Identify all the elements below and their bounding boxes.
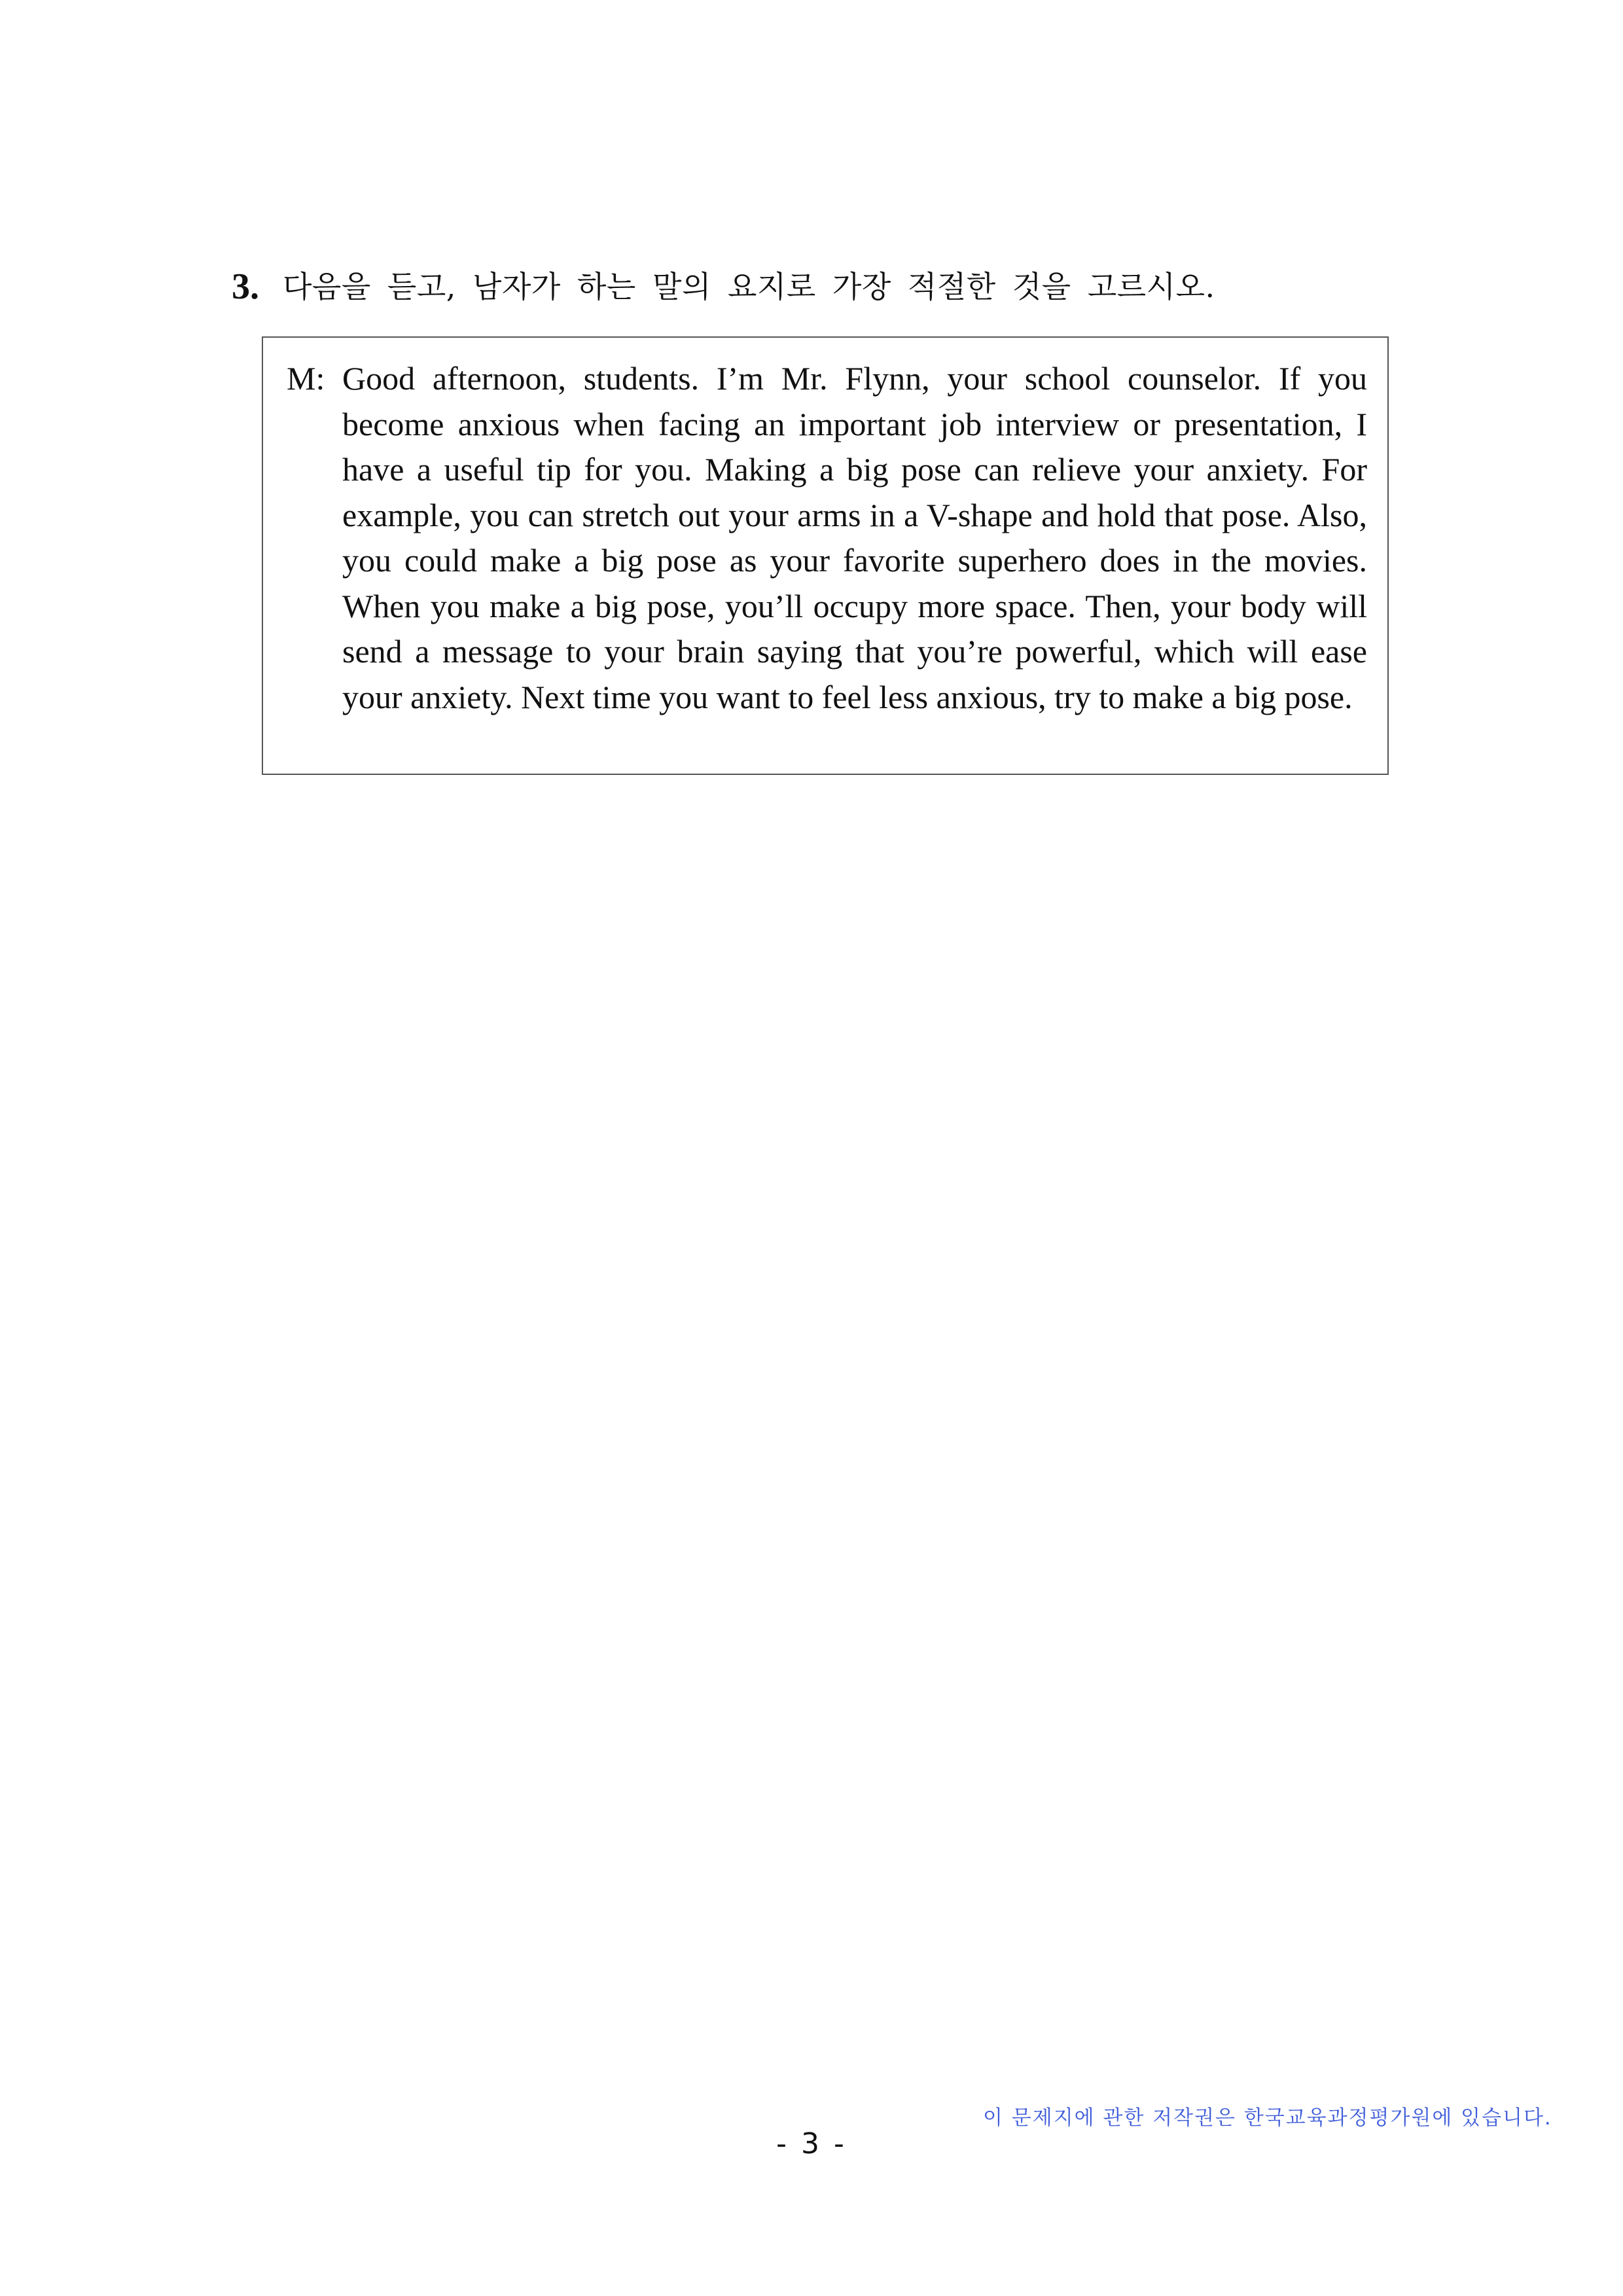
- question-prompt: 다음을 듣고, 남자가 하는 말의 요지로 가장 적절한 것을 고르시오.: [283, 269, 1215, 304]
- page-number: - 3 -: [776, 2127, 847, 2161]
- listening-script-box: [262, 336, 1389, 775]
- question-header: [232, 260, 1410, 313]
- script-text: Good afternoon, students. I’m Mr. Flynn, your school counselor. If you become anxious when facing an important job interview or presentation, I have a useful tip for you. Making a big pose can relieve your anxiety. For example, you can stretch out your arms in a V-shape and hold that pose. Also, you could make a big pose as your favorite superhero does in the movies. When you make a big pose, you’ll occupy more space. Then, your body will send a message to your brain saying that you’re powerful, which will ease your anxiety. Next time you want to feel less anxious, try to make a big pose.: [342, 360, 1367, 715]
- speaker-label: M:: [287, 360, 325, 397]
- copyright-notice: 이 문제지에 관한 저작권은 한국교육과정평가원에 있습니다.: [983, 2106, 1552, 2130]
- question-number: 3.: [232, 266, 259, 307]
